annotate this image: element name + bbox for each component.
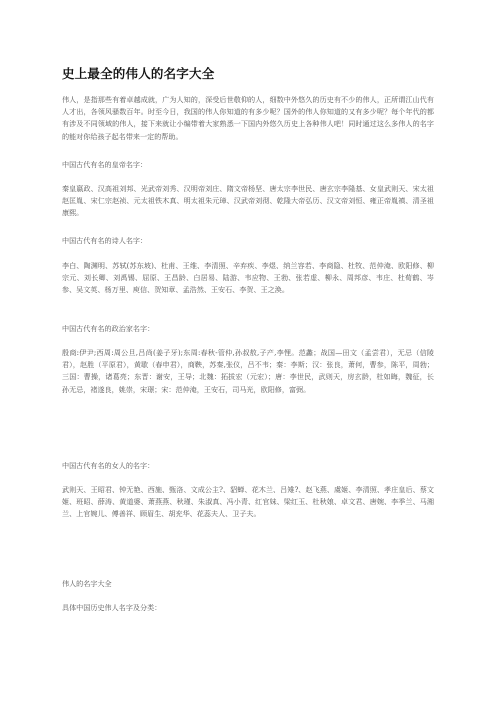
- intro-paragraph: 伟人，是指那些有着卓越成就，广为人知的，深受后世敬仰的人，细数中外悠久的历史有不少的伟人，正所谓江山代有人才出，各领风骚数百年。时至今日，我国的伟人你知道的有多少呢？国外的伟人你知道的又有多少呢？每个年代的都有涉及不同领域的伟人，接下来就让小编带着大家熟悉一下国内外悠久历史上各种伟人吧！同时通过这么多伟人的名字的能对你给孩子起名带来一定的帮助。: [62, 95, 434, 141]
- footer-body: 具体中国历史伟人名字及分类：: [62, 603, 162, 612]
- section-heading-poets: 中国古代有名的诗人名字：: [62, 236, 148, 245]
- section-heading-women: 中国古代有名的女人的名字：: [62, 461, 155, 470]
- section-body-poets: 李白、陶渊明、苏轼(苏东坡)、杜甫、王维、李清照、辛弃疾、李煜、纳兰容若、李商隐、杜牧、范仲淹、欧阳修、柳宗元、刘长卿、刘禹锡、屈原、王昌龄、白居易、陆游、韦应物、王勃、张若虚、柳永、周邦彦、韦庄、杜荀鹤、岑参、吴文英、杨万里、庾信、贺知章、孟浩然、王安石、李贺、王之涣。: [62, 261, 434, 295]
- section-heading-politicians: 中国古代有名的政治家名字：: [62, 324, 155, 333]
- section-body-women: 武则天、王昭君、钟无艳、西施、甄洛、文成公主?、貂蝉、花木兰、吕雉?、赵飞燕、虞姬、李清照、孝庄皇后、蔡文姬、班昭、薛涛、黄道婆、萧燕燕、秋瑾、朱淑真、冯小青、红官妹、梁红玉、杜秋娘、卓文君、唐婉、李季兰、马湘兰、上官婉儿、傅善祥、顾眉生、胡充华、花蕊夫人、卫子夫。: [62, 485, 434, 519]
- section-heading-emperors: 中国古代有名的皇帝名字：: [62, 160, 148, 169]
- section-body-politicians: 殷商:伊尹;西周:周公旦,吕尚(姜子牙);东周:春秋-管仲,孙叔敖,子产,李悝。范蠡；战国—田文（孟尝君），无忌（信陵君），赵胜（平原君），黄歇（春申君），商鞅，苏秦,张仪，吕不韦；秦：李斯；汉：张良，萧何，曹参，陈平，周勃；三国：曹操，诸葛亮；东晋：谢安，王导；北魏：拓拔宏（元宏）；唐：李世民，武则天，房玄龄，杜如晦，魏征，长孙无忌，褚遂良，姚崇，宋璟；宋：范仲淹，王安石，司马光，欧阳修，富弼。: [62, 348, 434, 394]
- page-title: 史上最全的伟人的名字大全: [62, 66, 215, 81]
- section-body-emperors: 秦皇嬴政、汉高祖刘邦、光武帝刘秀、汉明帝刘庄、隋文帝杨坚、唐太宗李世民、唐玄宗李隆基、女皇武则天、宋太祖赵匡胤、宋仁宗赵祯、元太祖铁木真、明太祖朱元璋、汉武帝刘彻、乾隆大帝弘历、汉文帝刘恒、雍正帝胤禛、清圣祖康熙。: [62, 184, 434, 218]
- footer-heading: 伟人的名字大全: [62, 579, 112, 588]
